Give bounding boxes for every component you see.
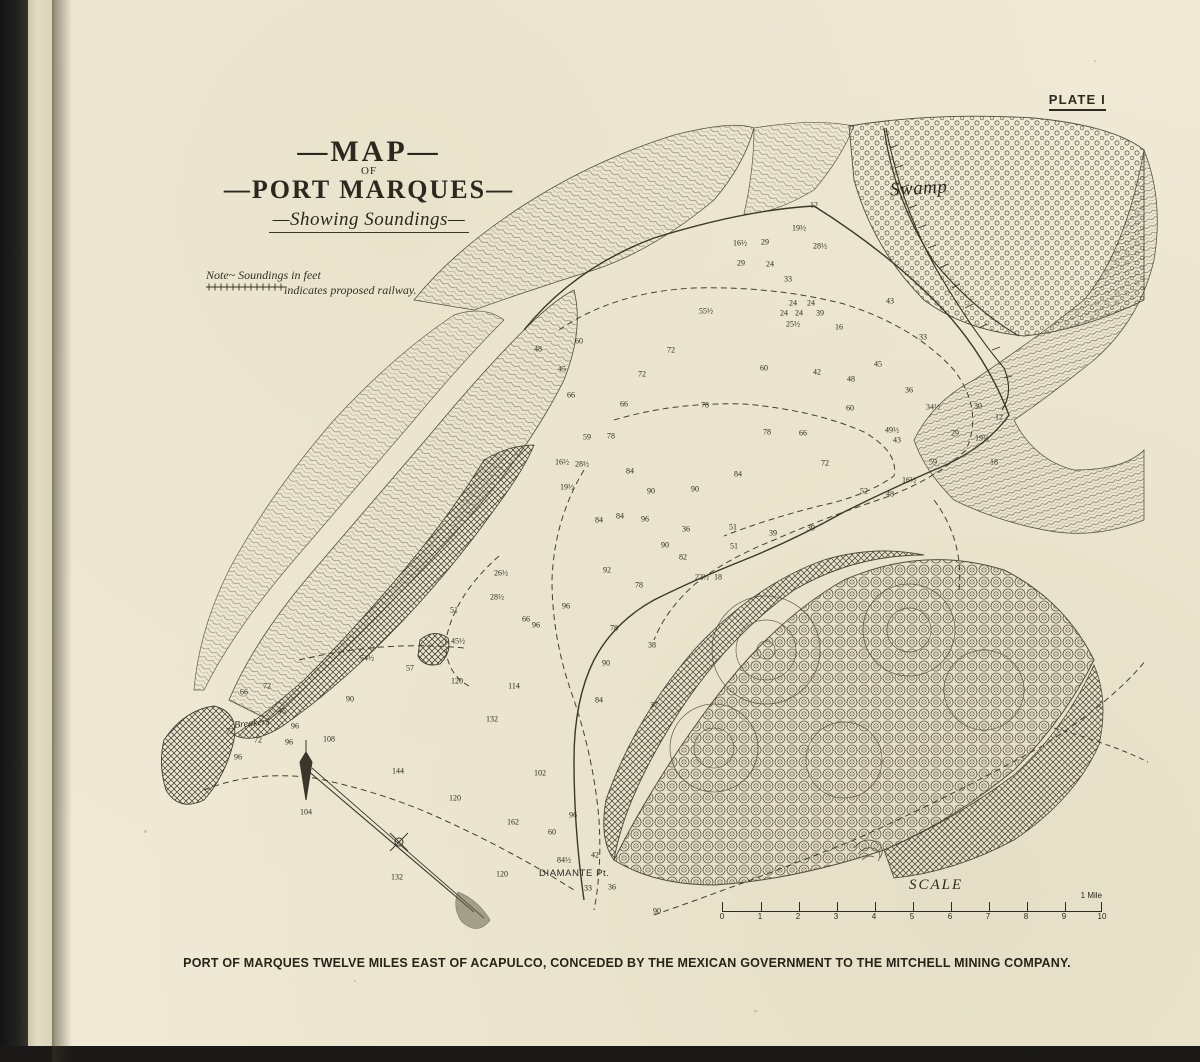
sounding-depth: 43	[886, 296, 894, 306]
sounding-depth: 48	[534, 344, 542, 354]
sounding-depth: 18	[714, 572, 722, 582]
sounding-depth: 39	[807, 523, 815, 533]
sounding-depth: 59	[929, 457, 937, 467]
sounding-depth: 90	[647, 486, 655, 496]
sounding-depth: 24	[766, 259, 774, 269]
sounding-depth: 52	[860, 486, 868, 496]
sounding-depth: 24	[789, 298, 797, 308]
sounding-depth: 72	[226, 726, 234, 736]
sounding-depth: 132	[391, 872, 403, 882]
sounding-depth: 25½	[786, 319, 800, 329]
sounding-depth: 36	[608, 882, 616, 892]
sounding-depth: 132	[486, 714, 498, 724]
sounding-depth: 39	[816, 308, 824, 318]
legend-note-line2: indicates proposed railway.	[284, 283, 417, 297]
map-plate-page	[54, 0, 1200, 1046]
title-main: —MAP—	[297, 135, 441, 168]
sounding-depth: 60	[846, 403, 854, 413]
scale-number: 4	[871, 912, 877, 921]
railway-symbol-icon	[206, 283, 286, 291]
sounding-depth: 28½	[575, 459, 589, 469]
sounding-depth: 90	[691, 484, 699, 494]
sounding-depth: 42	[591, 850, 599, 860]
diamante-point-label: DIAMANTE Pt.	[539, 868, 610, 879]
sounding-depth: 45	[558, 364, 566, 374]
terrain-north-hills-2	[744, 122, 854, 214]
plate-label	[1049, 92, 1106, 111]
sounding-depth: 45½	[451, 636, 465, 646]
sounding-depth: 36	[682, 524, 690, 534]
sounding-depth: 96	[234, 752, 242, 762]
sounding-depth: 60	[760, 363, 768, 373]
sounding-depth: 72	[667, 345, 675, 355]
sounding-depth: 29	[951, 428, 959, 438]
scale-number: 9	[1061, 912, 1067, 921]
scale-number: 0	[719, 912, 725, 921]
sounding-depth: 37	[650, 700, 658, 710]
sounding-depth: 66	[240, 687, 248, 697]
terrain-south-mountains	[614, 560, 1094, 885]
sounding-depth: 45	[278, 706, 286, 716]
scale-number: 5	[909, 912, 915, 921]
scale-number: 8	[1023, 912, 1029, 921]
sounding-depth: 84½	[557, 855, 571, 865]
sounding-depth: 72	[254, 735, 262, 745]
sounding-depth: 34½	[926, 402, 940, 412]
sounding-depth: 78	[610, 623, 618, 633]
sounding-depth: 12	[810, 200, 818, 210]
sounding-depth: 78	[763, 427, 771, 437]
sounding-depth: 43	[893, 435, 901, 445]
sounding-depth: 120	[451, 676, 463, 686]
sounding-depth: 19½	[560, 482, 574, 492]
sounding-depth: 57	[406, 663, 414, 673]
sounding-depth: 29	[737, 258, 745, 268]
sounding-depth: 24	[807, 298, 815, 308]
sounding-depth: 90	[346, 694, 354, 704]
southwest-point-rocks	[161, 706, 234, 804]
title-showing-soundings: —Showing Soundings—	[269, 209, 470, 233]
sounding-depth: 33	[584, 883, 592, 893]
sounding-depth: 33	[784, 274, 792, 284]
sounding-depth: 84	[626, 466, 634, 476]
sounding-depth: 90	[661, 540, 669, 550]
book-gutter	[0, 0, 30, 1062]
sounding-depth: 78	[607, 431, 615, 441]
sounding-depth: 28½	[813, 241, 827, 251]
sounding-depth: 22½	[695, 572, 709, 582]
sounding-depth: 33	[919, 332, 927, 342]
sounding-depth: 16½	[902, 475, 916, 485]
sounding-depth: 104	[300, 807, 312, 817]
facing-page-edge	[28, 0, 54, 1062]
sounding-depth: 49½	[885, 425, 899, 435]
plate-caption: PORT OF MARQUES TWELVE MILES EAST OF ACAPULCO, CONCEDED BY THE MEXICAN GOVERNMENT TO THE MITCHELL MINING COMPANY.	[183, 956, 1071, 970]
sounding-depth: 96	[285, 737, 293, 747]
sounding-depth: 26½	[494, 568, 508, 578]
swamp-label: Swamp	[889, 176, 948, 201]
sounding-depth: 90	[653, 906, 661, 916]
sounding-depth: 54½	[360, 653, 374, 663]
sounding-depth: 108	[323, 734, 335, 744]
sounding-depth: 84	[734, 469, 742, 479]
sounding-depth: 60	[575, 336, 583, 346]
sounding-depth: 51	[450, 605, 458, 615]
sounding-depth: 144	[392, 766, 404, 776]
sounding-depth: 78	[635, 580, 643, 590]
sounding-depth: 96	[641, 514, 649, 524]
sounding-depth: 82	[679, 552, 687, 562]
sounding-depth: 48	[886, 489, 894, 499]
sounding-depth: 45	[874, 359, 882, 369]
sounding-depth: 66	[522, 614, 530, 624]
sounding-depth: 16½	[733, 238, 747, 248]
sounding-depth: 114	[508, 681, 520, 691]
sounding-depth: 72	[821, 458, 829, 468]
scale-number: 1	[757, 912, 763, 921]
sounding-depth: 84	[595, 515, 603, 525]
plate-label-text: PLATE I	[1049, 92, 1106, 111]
sounding-depth: 102	[534, 768, 546, 778]
legend-note	[206, 268, 417, 298]
page-bottom-edge	[0, 1046, 1200, 1062]
scale-one-mile-label: 1 Mile	[1080, 891, 1102, 900]
sounding-depth: 51	[730, 541, 738, 551]
scale-bar	[719, 891, 1107, 924]
sounding-depth: 42	[813, 367, 821, 377]
small-island	[418, 633, 449, 665]
sounding-depth: 24	[795, 308, 803, 318]
sounding-depth: 66	[799, 428, 807, 438]
sounding-depth: 28½	[490, 592, 504, 602]
sounding-depth: 19½	[792, 223, 806, 233]
map-title-block	[204, 135, 534, 233]
breakers-label: Breakers	[233, 716, 271, 731]
sounding-depth: 96	[291, 721, 299, 731]
scale-ticks	[722, 902, 1102, 912]
scale-title: SCALE	[909, 877, 964, 893]
sounding-depth: 24	[780, 308, 788, 318]
sounding-depth: 66	[567, 390, 575, 400]
sounding-depth: 92	[603, 565, 611, 575]
sounding-depth: 78	[701, 400, 709, 410]
sounding-depth: 38	[648, 640, 656, 650]
sounding-depth: 96	[532, 620, 540, 630]
sounding-depth: 55½	[699, 306, 713, 316]
sounding-depth: 72	[638, 369, 646, 379]
sounding-depth: 19½	[975, 433, 989, 443]
scale-numbers	[719, 912, 1107, 924]
title-subject: —PORT MARQUES—	[223, 175, 515, 204]
sounding-depth: 51	[729, 522, 737, 532]
scale-number: 6	[947, 912, 953, 921]
sounding-depth: 84	[616, 511, 624, 521]
scale-number: 10	[1097, 912, 1107, 921]
sounding-depth: 12	[995, 412, 1003, 422]
scale-number: 3	[833, 912, 839, 921]
sounding-depth: 90	[602, 658, 610, 668]
sounding-depth: 162	[507, 817, 519, 827]
sounding-depth: 60	[548, 827, 556, 837]
sounding-depth: 66	[620, 399, 628, 409]
title-of: OF	[360, 165, 378, 177]
sounding-depth: 120	[496, 869, 508, 879]
sounding-depth: 16½	[555, 457, 569, 467]
sounding-depth: 48	[847, 374, 855, 384]
sounding-depth: 72	[263, 681, 271, 691]
sounding-depth: 120	[449, 793, 461, 803]
legend-note-line1: Note~ Soundings in feet	[206, 268, 321, 282]
sounding-depth: 18	[990, 457, 998, 467]
sounding-depth: 96	[569, 810, 577, 820]
sounding-depth: 59	[583, 432, 591, 442]
sounding-depth: 16	[835, 322, 843, 332]
sounding-depth: 84	[595, 695, 603, 705]
sounding-depth: 36	[905, 385, 913, 395]
sounding-depth: 39	[769, 528, 777, 538]
sounding-depth: 30	[974, 401, 982, 411]
scale-number: 7	[985, 912, 991, 921]
sounding-depth: 96	[562, 601, 570, 611]
sounding-depth: 29	[761, 237, 769, 247]
scale-number: 2	[795, 912, 801, 921]
